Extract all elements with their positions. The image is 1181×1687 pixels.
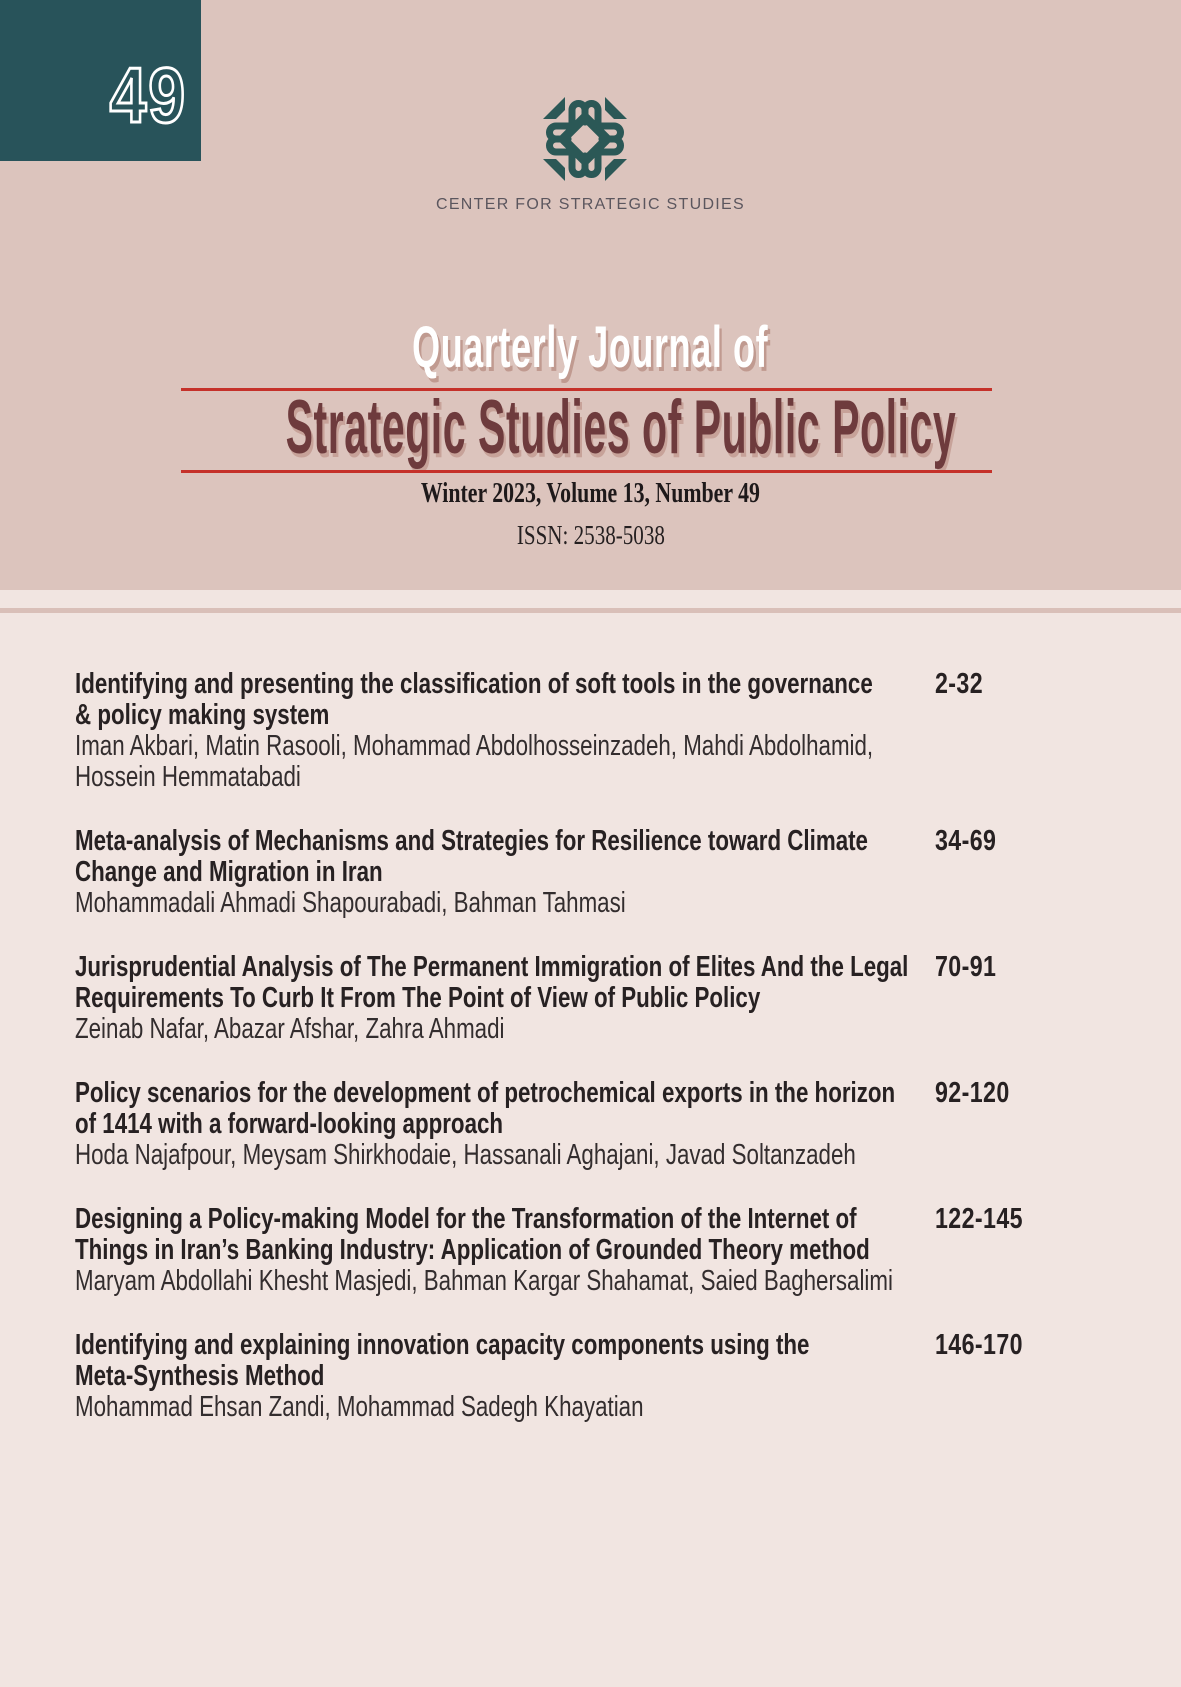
article-authors-line: Zeinab Nafar, Abazar Afshar, Zahra Ahmadi xyxy=(75,1013,505,1045)
article-title-line: & policy making system xyxy=(75,699,330,731)
article-pages: 92-120 xyxy=(935,1077,1010,1109)
article-pages-cell xyxy=(935,669,995,700)
article-authors xyxy=(75,1392,1153,1423)
article-pages-cell xyxy=(935,1078,1028,1109)
article-title-line: Requirements To Curb It From The Point of View of Public Policy xyxy=(75,982,761,1014)
article-title-line: Designing a Policy-making Model for the Transformation of the Internet of xyxy=(75,1203,857,1235)
article-title-line: Policy scenarios for the development of petrochemical exports in the horizon xyxy=(75,1077,896,1109)
article-title-line: Identifying and explaining innovation capacity components using the xyxy=(75,1329,810,1361)
article-title-line: Change and Migration in Iran xyxy=(75,856,383,888)
toc-entry xyxy=(75,669,1151,793)
article-authors-line: Hoda Najafpour, Meysam Shirkhodaie, Hassanali Aghajani, Javad Soltanzadeh xyxy=(75,1139,856,1171)
article-authors-line: Iman Akbari, Matin Rasooli, Mohammad Abdolhosseinzadeh, Mahdi Abdolhamid, xyxy=(75,730,874,762)
article-authors-line: Hossein Hemmatabadi xyxy=(75,761,301,793)
article-authors xyxy=(75,1014,1153,1045)
page-title-row xyxy=(0,386,1181,470)
article-pages-cell xyxy=(935,826,1012,857)
article-title-line: Things in Iran’s Banking Industry: Application of Grounded Theory method xyxy=(75,1234,870,1266)
toc-entry xyxy=(75,1204,1151,1297)
article-pages: 70-91 xyxy=(935,951,997,983)
article-title-line: Jurisprudential Analysis of The Permanent Immigration of Elites And the Legal xyxy=(75,951,909,983)
page-title: Strategic Studies of Public Policy xyxy=(285,385,957,470)
toc-entry xyxy=(75,826,1151,919)
issue-number-badge xyxy=(0,0,201,161)
article-title-line: Meta-Synthesis Method xyxy=(75,1360,325,1392)
publisher-logo-icon xyxy=(528,82,642,196)
toc-entry xyxy=(75,1330,1151,1423)
article-authors xyxy=(75,888,1153,919)
article-pages: 2-32 xyxy=(935,668,984,700)
issn-value: ISSN: 2538-5038 xyxy=(516,520,665,550)
journal-supertitle-row xyxy=(0,316,1181,380)
toc-entry xyxy=(75,952,1151,1045)
article-authors xyxy=(75,1140,1153,1171)
toc-list xyxy=(75,669,1151,1456)
article-authors xyxy=(75,731,1153,793)
article-title-line: of 1414 with a forward-looking approach xyxy=(75,1108,504,1140)
article-title-line: Identifying and presenting the classification of soft tools in the governance xyxy=(75,668,873,700)
publisher-name: CENTER FOR STRATEGIC STUDIES xyxy=(435,196,745,213)
article-title-line: Meta-analysis of Mechanisms and Strategies for Resilience toward Climate xyxy=(75,825,868,857)
article-authors-line: Mohammad Ehsan Zandi, Mohammad Sadegh Khayatian xyxy=(75,1391,644,1423)
toc-entry xyxy=(75,1078,1151,1171)
article-authors-line: Mohammadali Ahmadi Shapourabadi, Bahman Tahmasi xyxy=(75,887,626,919)
issn-row xyxy=(0,520,1181,551)
article-pages-cell xyxy=(935,1330,1045,1361)
journal-supertitle: Quarterly Journal of xyxy=(412,315,769,380)
article-authors-line: Maryam Abdollahi Khesht Masjedi, Bahman Kargar Shahamat, Saied Baghersalimi xyxy=(75,1265,893,1297)
issue-number: 49 xyxy=(109,51,187,139)
article-pages: 34-69 xyxy=(935,825,997,857)
article-authors xyxy=(75,1266,1153,1297)
article-pages: 146-170 xyxy=(935,1329,1023,1361)
article-pages-cell xyxy=(935,952,1012,983)
article-pages-cell xyxy=(935,1204,1045,1235)
title-divider-bottom xyxy=(181,470,992,473)
issue-info: Winter 2023, Volume 13, Number 49 xyxy=(420,478,761,509)
article-pages: 122-145 xyxy=(935,1203,1023,1235)
publisher-name-row xyxy=(0,196,1181,214)
issue-info-row xyxy=(0,478,1181,510)
section-divider xyxy=(0,608,1181,613)
